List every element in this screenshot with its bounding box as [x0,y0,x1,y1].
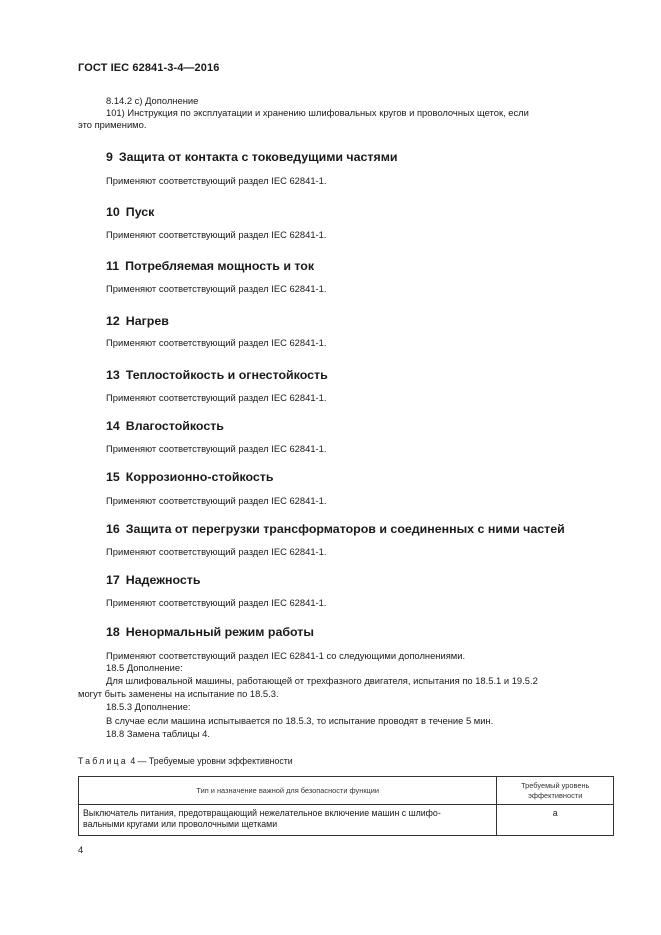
section-number: 13 [106,368,120,382]
intro-line-1: 8.14.2 c) Дополнение [106,95,199,106]
intro-line-2: 101) Инструкция по эксплуатации и хранению шлифовальных кругов и проволочных щеток, если [106,107,529,118]
section-18-line-6: 18.8 Замена таблицы 4. [106,728,210,739]
section-title: Коррозионно-стойкость [125,470,274,484]
section-18-line-4: 18.5.3 Дополнение: [106,701,191,712]
column-header-level-line-1: Требуемый уровень [521,780,590,790]
section-number: 11 [106,259,120,273]
section-heading-15 [106,470,273,484]
section-title: Надежность [125,573,201,587]
page-number: 4 [78,844,84,855]
section-number: 16 [106,522,120,536]
section-text-13: Применяют соответствующий раздел IEC 62841-1. [106,392,327,403]
section-heading-11 [106,259,314,273]
table-row [79,805,614,836]
section-18-line-2: Для шлифовальной машины, работающей от трехфазного двигателя, испытания по 18.5.1 и 19.5.2 [106,675,538,686]
section-number: 14 [106,419,120,433]
intro-line-3: это применимо. [78,119,147,130]
section-title: Потребляемая мощность и ток [125,259,315,273]
section-heading-17 [106,573,200,587]
section-heading-12 [106,314,169,328]
table-caption-label: Таблица [78,756,128,766]
table-cell-function-line-2: вальными кругами или проволочными щетками [83,819,278,829]
section-text-14: Применяют соответствующий раздел IEC 62841-1. [106,443,327,454]
section-text-11: Применяют соответствующий раздел IEC 62841-1. [106,283,327,294]
section-text-17: Применяют соответствующий раздел IEC 62841-1. [106,597,327,608]
section-number: 12 [106,314,120,328]
column-header-level-line-2: эффективности [528,790,583,800]
section-number: 18 [106,625,120,639]
column-header-function: Тип и назначение важной для безопасности функции [79,777,497,805]
column-header-level [497,777,614,805]
section-18-line-3: могут быть заменены на испытание по 18.5.3. [78,688,279,699]
section-heading-9 [106,150,397,164]
section-title: Защита от перегрузки трансформаторов и соединенных с ними частей [125,522,565,536]
section-text-12: Применяют соответствующий раздел IEC 62841-1. [106,337,327,348]
section-title: Теплостойкость и огнестойкость [125,368,328,382]
section-18-line-5: В случае если машина испытывается по 18.5.3, то испытание проводят в течение 5 мин. [106,715,494,726]
table-cell-function-line-1: Выключатель питания, предотвращающий нежелательное включение машин с шлифо- [83,808,441,818]
table-caption-text: 4 — Требуемые уровни эффективности [127,756,293,766]
section-number: 10 [106,205,120,219]
table-cell-level [497,805,614,836]
section-title: Нагрев [125,314,169,328]
section-heading-13 [106,368,328,382]
table-caption [78,756,293,766]
section-heading-18 [106,625,314,639]
section-heading-14 [106,419,224,433]
section-text-18: Применяют соответствующий раздел IEC 62841-1 со следующими дополнениями. [106,650,466,661]
section-title: Ненормальный режим работы [125,625,314,639]
section-text-9: Применяют соответствующий раздел IEC 62841-1. [106,175,327,186]
section-text-16: Применяют соответствующий раздел IEC 62841-1. [106,546,327,557]
section-heading-10 [106,205,154,219]
section-18-line-1: 18.5 Дополнение: [106,662,183,673]
section-title: Защита от контакта с токоведущими частями [118,150,398,164]
document-header: ГОСТ IEC 62841-3-4—2016 [78,62,220,74]
section-number: 17 [106,573,120,587]
section-heading-16 [106,522,565,536]
section-number: 15 [106,470,120,484]
section-title: Влагостойкость [125,419,224,433]
table-cell-level-value: a [552,808,558,818]
table-header-row [79,777,614,805]
section-text-10: Применяют соответствующий раздел IEC 62841-1. [106,229,327,240]
section-number: 9 [106,150,113,164]
table-cell-function [79,805,497,836]
section-title: Пуск [125,205,155,219]
section-text-15: Применяют соответствующий раздел IEC 62841-1. [106,495,327,506]
efficiency-levels-table [78,776,614,836]
